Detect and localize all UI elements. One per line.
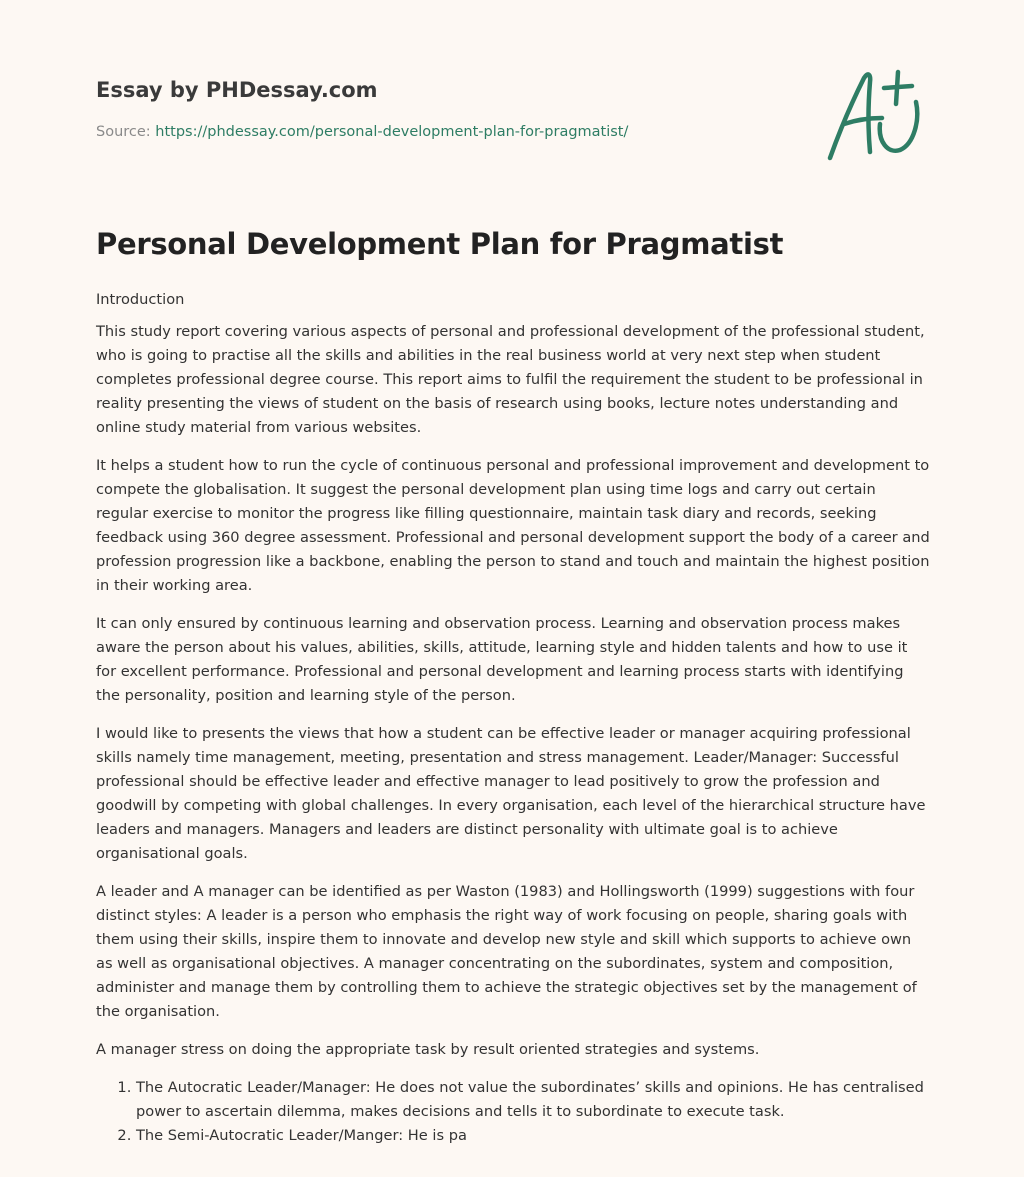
leadership-styles-list — [96, 1076, 932, 1148]
source-link[interactable]: https://phdessay.com/personal-development-plan-for-pragmatist/ — [155, 124, 629, 140]
source-line — [96, 122, 796, 142]
essay-paragraph: A manager stress on doing the appropriate task by result oriented strategies and systems. — [96, 1041, 760, 1058]
site-brand[interactable]: Essay by PHDessay.com — [96, 78, 378, 102]
essay-paragraph: A leader and A manager can be identified as per Waston (1983) and Hollingsworth (1999) suggestions with four distinct styles: A leader is a person who emphasis the right way of work focusing on people, sharing goals with them using their skills, inspire them to innovate and develop new style and skill which supports to achieve own as well as organisational objectives. A manager concentrating on the subordinates, system and composition, administer and manage them by controlling them to achieve the strategic objectives set by the management of the organisation. — [96, 883, 917, 1020]
a-plus-logo-icon — [822, 68, 930, 166]
essay-body — [96, 222, 932, 1148]
essay-paragraph: I would like to presents the views that how a student can be effective leader or manager acquiring professional skills namely time management, meeting, presentation and stress management. Leader/Manager: Successful professional should be effective leader and effective manager to lead positively to grow the profession and goodwill by competing with global challenges. In every organisation, each level of the hierarchical structure have leaders and managers. Managers and leaders are distinct personality with ultimate goal is to achieve organisational goals. — [96, 725, 926, 862]
intro-heading: Introduction — [96, 291, 185, 308]
essay-title: Personal Development Plan for Pragmatist — [96, 227, 784, 261]
essay-paragraph: This study report covering various aspects of personal and professional development of the professional student, who is going to practise all the skills and abilities in the real business world at very next step when student completes professional degree course. This report aims to fulfil the requirement the student to be professional in reality presenting the views of student on the basis of research using books, lecture notes understanding and online study material from various websites. — [96, 323, 925, 436]
page-header — [96, 76, 796, 142]
list-item: 1. The Autocratic Leader/Manager: He does not value the subordinates’ skills and opinions. He has centralised power to ascertain dilemma, makes decisions and tells it to subordinate to execute task. — [136, 1076, 932, 1124]
essay-paragraph: It helps a student how to run the cycle of continuous personal and professional improvement and development to compete the globalisation. It suggest the personal development plan using time logs and carry out certain regular exercise to monitor the progress like filling questionnaire, maintain task diary and records, seeking feedback using 360 degree assessment. Professional and personal development support the body of a career and profession progression like a backbone, enabling the person to stand and touch and maintain the highest position in their working area. — [96, 457, 930, 594]
essay-paragraph: It can only ensured by continuous learning and observation process. Learning and observation process makes aware the person about his values, abilities, skills, attitude, learning style and hidden talents and how to use it for excellent performance. Professional and personal development and learning process starts with identifying the personality, position and learning style of the person. — [96, 615, 908, 704]
list-item: 2. The Semi-Autocratic Leader/Manger: He is pa — [136, 1124, 932, 1148]
source-label: Source: — [96, 124, 156, 140]
